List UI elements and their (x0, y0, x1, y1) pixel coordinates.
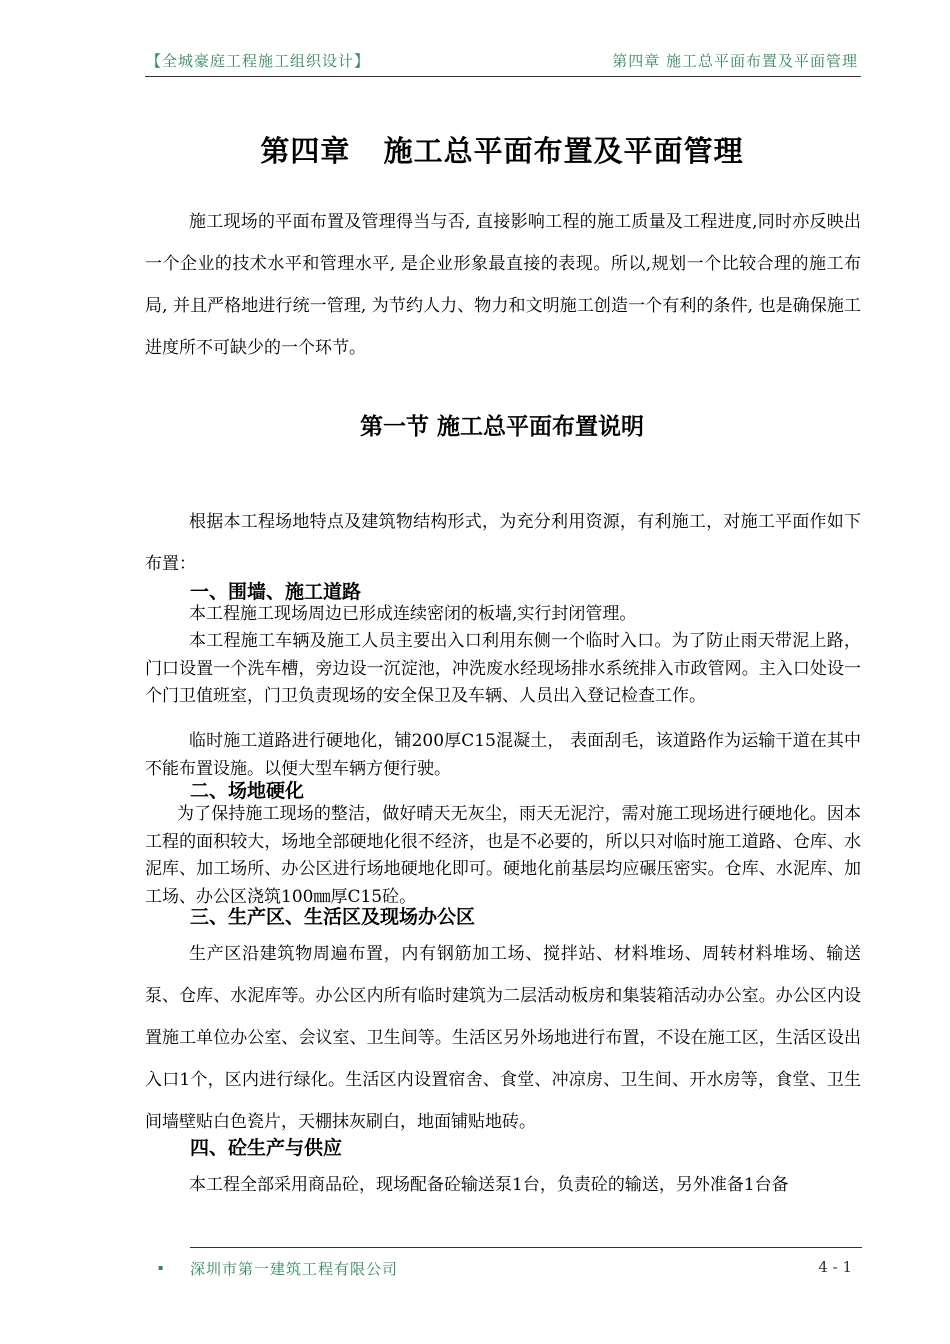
footer-bullet-icon: ▪ (158, 1263, 164, 1272)
footer-company: 深圳市第一建筑工程有限公司 (190, 1260, 399, 1278)
paragraph-enclosure: 本工程施工现场周边已形成连续密闭的板墙,实行封闭管理。 (189, 604, 637, 624)
heading-production-living-office: 三、生产区、生活区及现场办公区 (190, 906, 476, 928)
paragraph-production-living-office: 生产区沿建筑物周遍布置，内有钢筋加工场、搅拌站、材料堆场、周转材料堆场、输送泵、仓库、水泥库等。办公区内所有临时建筑为二层活动板房和集装箱活动办公室。办公区内设置施工单位办公室、会议室、卫生间等。生活区另外场地进行布置，不设在施工区，生活区设出入口1个，区内进行绿化。生活区内设置宿舍、食堂、冲凉房、卫生间、开水房等，食堂、卫生间墙壁贴白色瓷片，天棚抹灰刷白，地面铺贴地砖。 (145, 944, 861, 1132)
intro-paragraph: 施工现场的平面布置及管理得当与否, 直接影响工程的施工质量及工程进度,同时亦反映出一个企业的技术水平和管理水平, 是企业形象最直接的表现。所以,规划一个比较合理的施工布局, 并且严格地进行统一管理, 为节约人力、物力和文明施工创造一个有利的条件, 也是确保施工进度所不可缺少的一个环节。 (145, 212, 861, 358)
paragraph-temporary-road: 临时施工道路进行硬地化，铺200厚C15混凝土， 表面刮毛，该道路作为运输干道在其中不能布置设施。以便大型车辆方便行驶。 (145, 731, 861, 779)
heading-concrete-supply: 四、砼生产与供应 (190, 1137, 343, 1159)
running-header-left: 【全城豪庭工程施工组织设计】 (146, 52, 371, 70)
heading-enclosure-roads: 一、围墙、施工道路 (190, 581, 362, 603)
paragraph-site-hardening: 为了保持施工现场的整洁，做好晴天无灰尘，雨天无泥泞，需对施工现场进行硬地化。因本工程的面积较大，场地全部硬地化很不经济，也是不必要的，所以只对临时施工道路、仓库、水泥库、加工场所、办公区进行场地硬地化即可。硬地化前基层均应碾压密实。仓库、水泥库、加工场、办公区浇筑100㎜厚C15砼。 (145, 804, 861, 907)
paragraph-entrance: 本工程施工车辆及施工人员主要出入口利用东侧一个临时入口。为了防止雨天带泥上路，门口设置一个洗车槽，旁边设一沉淀池，冲洗废水经现场排水系统排入市政管网。主入口处设一个门卫值班室，门卫负责现场的安全保卫及车辆、人员出入登记检查工作。 (145, 631, 861, 706)
heading-site-hardening: 二、场地硬化 (190, 780, 305, 802)
header-divider (145, 76, 861, 77)
chapter-title: 第四章 施工总平面布置及平面管理 (260, 134, 744, 168)
lead-paragraph: 根据本工程场地特点及建筑物结构形式，为充分利用资源，有利施工，对施工平面作如下布置： (145, 512, 861, 574)
footer-divider (190, 1247, 862, 1248)
footer-page-number: 4 - 1 (818, 1258, 852, 1276)
section-title: 第一节 施工总平面布置说明 (359, 413, 644, 440)
paragraph-concrete-supply: 本工程全部采用商品砼，现场配备砼输送泵1台，负责砼的输送，另外准备1台备 (189, 1175, 789, 1195)
running-header-right: 第四章 施工总平面布置及平面管理 (612, 52, 858, 70)
